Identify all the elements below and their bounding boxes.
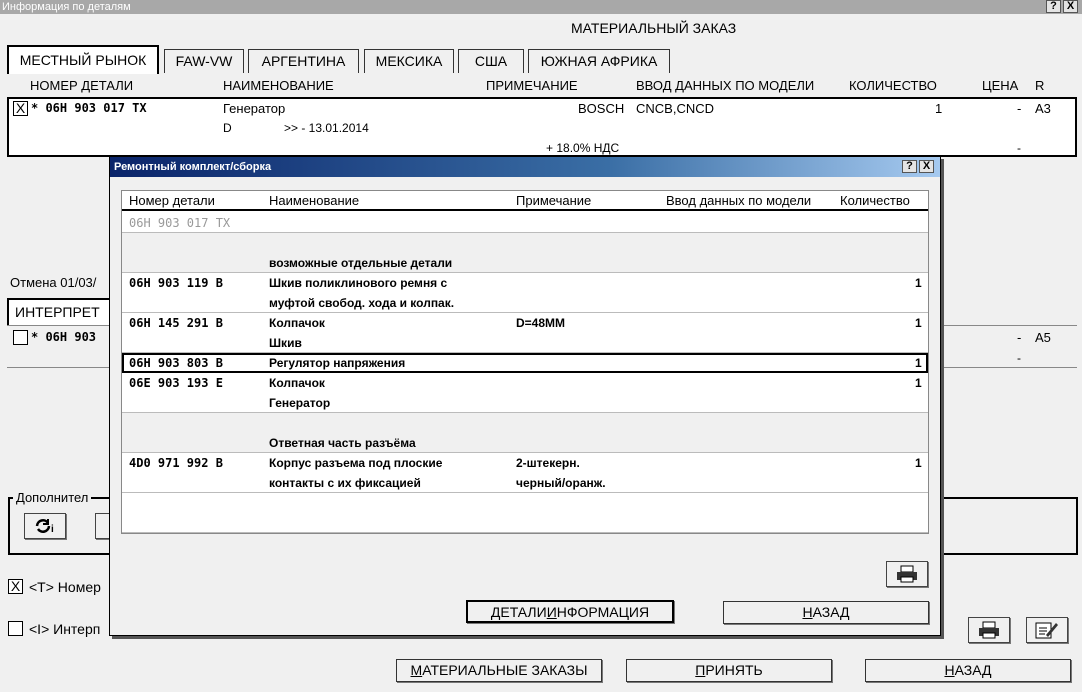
kit-row-part-no: 06H 903 803 B — [129, 356, 223, 370]
kit-row-name1: Колпачок — [269, 376, 325, 390]
repair-kit-dialog — [109, 156, 941, 636]
part-name: Генератор — [223, 101, 286, 116]
kit-section-row — [122, 413, 928, 453]
kit-row-name1: Корпус разъема под плоские — [269, 456, 443, 470]
kit-row-name2: Шкив — [269, 336, 302, 350]
row2-price2: - — [1017, 351, 1021, 365]
kit-row[interactable] — [122, 313, 928, 353]
accept-button[interactable]: ПРИНЯТЬ — [626, 659, 832, 682]
row2-price: - — [1017, 330, 1022, 345]
option-interp-checkbox[interactable] — [8, 621, 23, 636]
printer-icon — [896, 565, 918, 583]
kit-row-part-no: 06E 903 193 E — [129, 376, 223, 390]
kit-row-part-no: 06H 145 291 B — [129, 316, 223, 330]
kit-row-note2: черный/оранж. — [516, 476, 606, 490]
kit-row-name2: Генератор — [269, 396, 331, 410]
kit-row[interactable] — [122, 373, 928, 413]
col-price: ЦЕНА — [982, 78, 1019, 93]
row2-checkbox[interactable] — [13, 330, 28, 345]
material-orders-button[interactable]: МАТЕРИАЛЬНЫЕ ЗАКАЗЫ — [396, 659, 602, 682]
tab-local-market[interactable]: МЕСТНЫЙ РЫНОК — [7, 45, 159, 74]
dialog-close-button[interactable]: X — [919, 160, 934, 173]
dialog-title: Ремонтный комплект/сборка — [114, 161, 272, 173]
row2-part-number: * 06H 903 — [31, 330, 97, 344]
kit-row-selected[interactable] — [122, 353, 928, 373]
kit-row-empty — [122, 493, 928, 533]
kit-col-name: Наименование — [269, 193, 360, 208]
kit-row-header-part[interactable] — [122, 213, 928, 233]
row2-r: A5 — [1035, 330, 1051, 345]
kit-table — [121, 190, 929, 534]
window-title: Информация по деталям — [2, 1, 131, 13]
kit-row-part-no: 4D0 971 992 B — [129, 456, 223, 470]
option-interp-label: <I> Интерп — [29, 621, 101, 637]
edit-button[interactable] — [1026, 617, 1068, 643]
part-line2-date: >> - 13.01.2014 — [284, 121, 369, 135]
refresh-info-button[interactable] — [24, 513, 66, 539]
back-button[interactable]: НАЗАД — [865, 659, 1071, 682]
kit-col-model: Ввод данных по модели — [666, 193, 812, 208]
order-title: МАТЕРИАЛЬНЫЙ ЗАКАЗ — [571, 20, 737, 36]
printer-icon — [978, 621, 1000, 639]
vat-text: + 18.0% НДС — [546, 141, 620, 155]
kit-row-name1: Колпачок — [269, 316, 325, 330]
kit-row-name2: контакты с их фиксацией — [269, 476, 421, 490]
kit-row-note: D=48MM — [516, 316, 566, 330]
tab-interpretation[interactable]: ИНТЕРПРЕТ — [7, 298, 117, 325]
part-note: BOSCH — [578, 101, 625, 116]
kit-table-header — [122, 191, 928, 211]
details-info-button[interactable]: ДЕТАЛИИНФОРМАЦИЯ — [466, 600, 674, 623]
kit-section-row — [122, 233, 928, 273]
window-title-bar — [0, 0, 1082, 14]
dialog-print-button[interactable] — [886, 561, 928, 587]
cancel-text: Отмена 01/03/ — [10, 275, 97, 290]
help-button[interactable]: ? — [1046, 0, 1061, 13]
vat-price: - — [1017, 141, 1021, 155]
kit-row-qty: 1 — [915, 316, 922, 330]
part-line2-code: D — [223, 121, 232, 135]
edit-icon — [1035, 620, 1059, 640]
kit-section-label: Ответная часть разъёма — [269, 436, 416, 450]
kit-row-part-no: 06H 903 119 B — [129, 276, 223, 290]
kit-row-note1: 2-штекерн. — [516, 456, 580, 470]
option-number-label: <T> Номер — [29, 579, 101, 595]
refresh-info-icon — [33, 517, 57, 535]
part-number: * 06H 903 017 TX — [31, 101, 147, 115]
kit-col-part-no: Номер детали — [129, 193, 215, 208]
tab-faw-vw[interactable]: FAW-VW — [164, 49, 244, 73]
col-part-no: НОМЕР ДЕТАЛИ — [30, 78, 134, 93]
kit-col-note: Примечание — [516, 193, 592, 208]
print-button[interactable] — [968, 617, 1010, 643]
tab-argentina[interactable]: АРГЕНТИНА — [248, 49, 359, 73]
dialog-back-button[interactable]: НАЗАД — [723, 601, 929, 624]
kit-row-name1: Шкив поликлинового ремня с — [269, 276, 448, 290]
extra-group-label: Дополнител — [13, 490, 91, 505]
selected-part-row[interactable] — [7, 97, 1077, 157]
kit-row-part-no: 06H 903 017 TX — [129, 216, 231, 230]
kit-row-name1: Регулятор напряжения — [269, 356, 406, 370]
part-r: A3 — [1035, 101, 1051, 116]
kit-row[interactable] — [122, 453, 928, 493]
option-number-checkbox[interactable]: X — [8, 579, 23, 594]
tab-mexico[interactable]: МЕКСИКА — [364, 49, 454, 73]
col-r: R — [1035, 78, 1045, 93]
col-name: НАИМЕНОВАНИЕ — [223, 78, 334, 93]
close-button[interactable]: X — [1063, 0, 1078, 13]
row-checkbox[interactable]: X — [13, 101, 28, 116]
kit-row-qty: 1 — [915, 276, 922, 290]
kit-row-qty: 1 — [915, 456, 922, 470]
tab-south-africa[interactable]: ЮЖНАЯ АФРИКА — [528, 49, 670, 73]
col-note: ПРИМЕЧАНИЕ — [486, 78, 578, 93]
dialog-help-button[interactable]: ? — [902, 160, 917, 173]
col-model: ВВОД ДАННЫХ ПО МОДЕЛИ — [636, 78, 815, 93]
svg-text:i: i — [51, 524, 54, 535]
kit-row-qty: 1 — [915, 376, 922, 390]
kit-row[interactable] — [122, 273, 928, 313]
dialog-title-bar — [110, 157, 940, 177]
kit-section-label: возможные отдельные детали — [269, 256, 453, 270]
part-price: - — [1017, 101, 1022, 116]
part-model: CNCB,CNCD — [636, 101, 714, 116]
part-qty: 1 — [935, 101, 943, 116]
kit-row-name2: муфтой свобод. хода и колпак. — [269, 296, 455, 310]
kit-col-qty: Количество — [840, 193, 910, 208]
col-qty: КОЛИЧЕСТВО — [849, 78, 937, 93]
tab-usa[interactable]: США — [458, 49, 524, 73]
kit-row-qty: 1 — [915, 356, 922, 370]
